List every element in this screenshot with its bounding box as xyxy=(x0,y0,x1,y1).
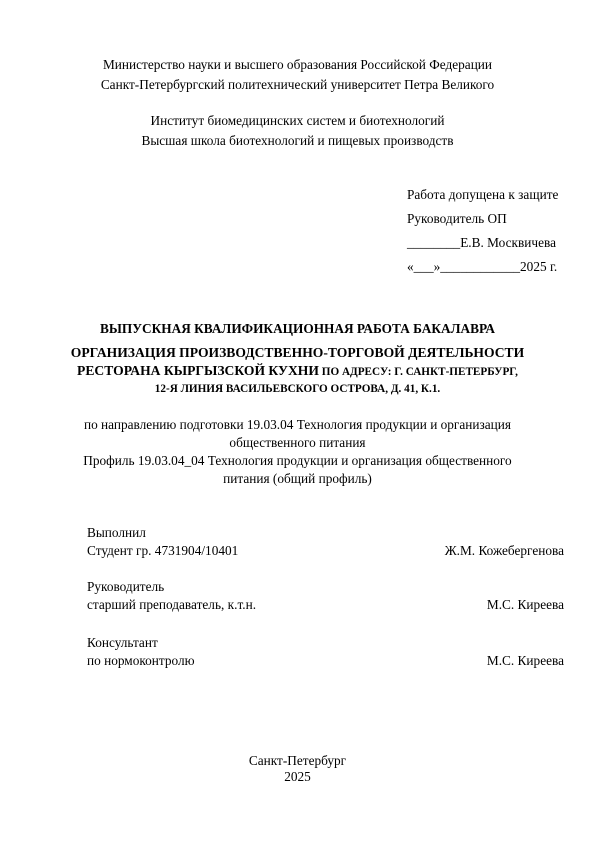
supervisor-name: М.С. Киреева xyxy=(486,597,564,612)
profile-line2: питания (общий профиль) xyxy=(223,471,372,486)
supervisor-role: Руководитель xyxy=(87,579,165,594)
approval-date: «___»____________2025 г. xyxy=(407,259,558,274)
approval-head-role: Руководитель ОП xyxy=(407,211,507,226)
supervisor-title: старший преподаватель, к.т.н. xyxy=(87,597,257,612)
thesis-title-line3: 12-Я ЛИНИЯ ВАСИЛЬЕВСКОГО ОСТРОВА, Д. 41, К.1. xyxy=(154,383,441,395)
consultant-title: по нормоконтролю xyxy=(87,653,195,668)
footer-city: Санкт-Петербург xyxy=(248,753,347,768)
thesis-title-address: ПО АДРЕСУ: Г. САНКТ-ПЕТЕРБУРГ, xyxy=(318,366,518,378)
performer-role: Выполнил xyxy=(87,525,146,540)
approval-head-signature: ________Е.В. Москвичева xyxy=(407,235,556,250)
ministry-name: Министерство науки и высшего образования Российской Федерации xyxy=(102,57,493,72)
work-type: ВЫПУСКНАЯ КВАЛИФИКАЦИОННАЯ РАБОТА БАКАЛАВРА xyxy=(100,321,495,336)
approval-admitted: Работа допущена к защите xyxy=(407,187,559,202)
consultant-name: М.С. Киреева xyxy=(486,653,564,668)
performer-name: Ж.М. Кожебергенова xyxy=(444,543,564,558)
thesis-title-line2 xyxy=(0,362,595,381)
university-name: Санкт-Петербургский политехнический университет Петра Великого xyxy=(100,77,495,92)
school-name: Высшая школа биотехнологий и пищевых производств xyxy=(141,133,454,148)
direction-line1: по направлению подготовки 19.03.04 Технология продукции и организация xyxy=(83,417,512,432)
thesis-title-restaurant: РЕСТОРАНА КЫРГЫЗСКОЙ КУХНИ xyxy=(77,363,319,378)
institute-name: Институт биомедицинских систем и биотехнологий xyxy=(150,113,445,128)
consultant-role: Консультант xyxy=(87,635,158,650)
profile-line1: Профиль 19.03.04_04 Технология продукции и организация общественного xyxy=(83,453,512,468)
performer-group: Студент гр. 4731904/10401 xyxy=(87,543,239,558)
footer-year: 2025 xyxy=(284,769,311,784)
thesis-title-line1: ОРГАНИЗАЦИЯ ПРОИЗВОДСТВЕННО-ТОРГОВОЙ ДЕЯТЕЛЬНОСТИ xyxy=(70,345,525,360)
direction-line2: общественного питания xyxy=(229,435,366,450)
